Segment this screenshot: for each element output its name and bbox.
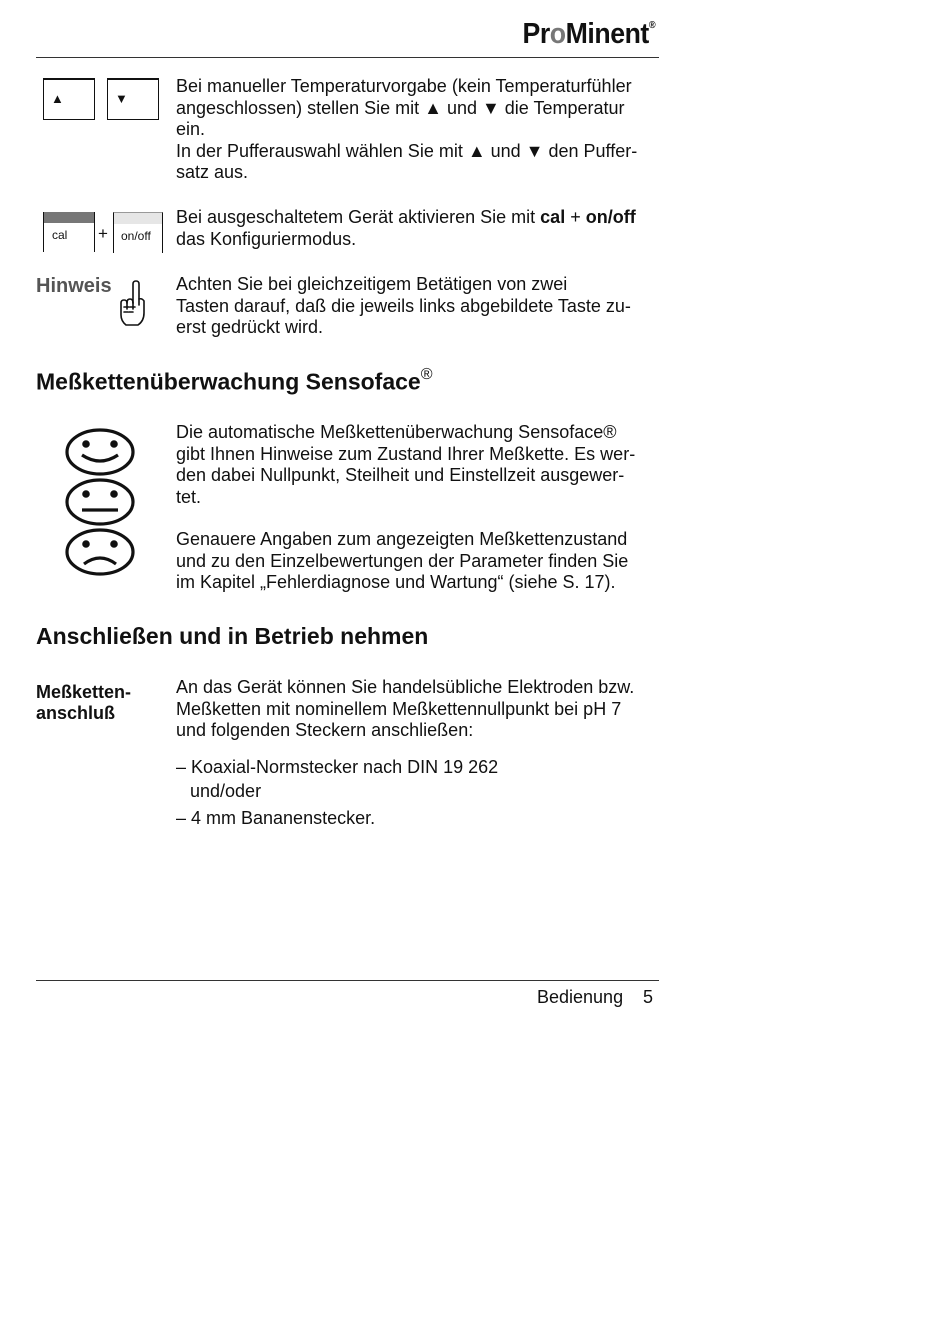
onoff-key-label: on/off: [121, 229, 151, 243]
onoff-key: [113, 212, 163, 253]
note-label: Hinweis: [36, 275, 112, 297]
text-fragment: Bei ausgeschaltetem Gerät aktivieren Sie mit: [176, 207, 541, 227]
heading-text: Meßkettenüberwachung Sensoface: [36, 368, 421, 395]
sad-face-icon: [67, 530, 133, 574]
cal-keyword: cal: [540, 207, 566, 227]
side-label-line: anschluß: [36, 703, 116, 723]
side-label: [36, 682, 131, 724]
text-line: satz aus.: [176, 162, 249, 182]
text-line: Die automatische Meßkettenüberwachung Sensoface®: [176, 422, 617, 442]
text-line: ein.: [176, 119, 206, 139]
text-line: Genauere Angaben zum angezeigten Meßkettenzustand: [176, 529, 628, 549]
cal-key-label: cal: [52, 228, 68, 242]
note-text: [176, 274, 661, 339]
config-mode-instructions: [176, 207, 666, 250]
text-line: tet.: [176, 486, 202, 507]
prominent-logo: ProMinent®: [522, 18, 655, 50]
down-key: [107, 78, 159, 120]
list-item: – Koaxial-Normstecker nach DIN 19 262: [176, 757, 499, 777]
connection-paragraph: [176, 677, 661, 742]
footer-rule: [36, 980, 659, 981]
text-line: und zu den Einzelbewertungen der Parameter finden Sie: [176, 550, 629, 571]
down-arrow-icon: ▼: [115, 91, 128, 106]
text-line: An das Gerät können Sie handelsübliche Elektroden bzw.: [176, 677, 635, 697]
onoff-keyword: on/off: [585, 207, 636, 227]
text-line: In der Pufferauswahl wählen Sie mit ▲ und ▼ den Puffer-: [176, 140, 638, 161]
up-key: [43, 78, 95, 120]
pointing-hand-icon: [116, 279, 150, 329]
up-arrow-icon: ▲: [51, 91, 64, 106]
side-label-line: Meßketten-: [36, 682, 132, 702]
cal-key: [43, 212, 95, 252]
list-item: – 4 mm Bananenstecker.: [176, 808, 376, 828]
text-line: gibt Ihnen Hinweise zum Zustand Ihrer Meßkette. Es wer-: [176, 443, 636, 464]
list-item-continuation: und/oder: [190, 780, 262, 801]
text-line: Achten Sie bei gleichzeitigem Betätigen von zwei: [176, 274, 568, 294]
text-line: Bei manueller Temperaturvorgabe (kein Temperaturfühler: [176, 76, 632, 96]
connector-list: [176, 757, 661, 830]
text-line: angeschlossen) stellen Sie mit ▲ und ▼ die Temperatur: [176, 97, 625, 118]
text-line: im Kapitel „Fehlerdiagnose und Wartung“ (siehe S. 17).: [176, 572, 616, 592]
plus-sign: +: [98, 224, 108, 243]
connection-heading: Anschließen und in Betrieb nehmen: [36, 623, 429, 649]
sensoface-icons: [64, 427, 138, 577]
neutral-face-icon: [67, 480, 133, 524]
temperature-instructions: [176, 76, 661, 184]
text-line: Meßketten mit nominellem Meßkettennullpunkt bei pH 7: [176, 698, 622, 719]
text-line: erst gedrückt wird.: [176, 317, 324, 337]
sensoface-heading: [36, 368, 433, 396]
registered-mark: ®: [420, 366, 433, 383]
sensoface-paragraph-1: [176, 422, 661, 508]
plus-text: +: [565, 207, 586, 227]
text-line: den dabei Nullpunkt, Steilheit und Einstellzeit ausgewer-: [176, 465, 625, 485]
header-rule: [36, 57, 659, 58]
sensoface-paragraph-2: [176, 529, 661, 594]
text-line: das Konfiguriermodus.: [176, 228, 357, 249]
page-number: 5: [643, 987, 654, 1007]
happy-face-icon: [67, 430, 133, 474]
text-line: und folgenden Steckern anschließen:: [176, 720, 474, 740]
footer-section-name: Bedienung: [537, 987, 624, 1007]
text-line: Tasten darauf, daß die jeweils links abgebildete Taste zu-: [176, 295, 631, 316]
